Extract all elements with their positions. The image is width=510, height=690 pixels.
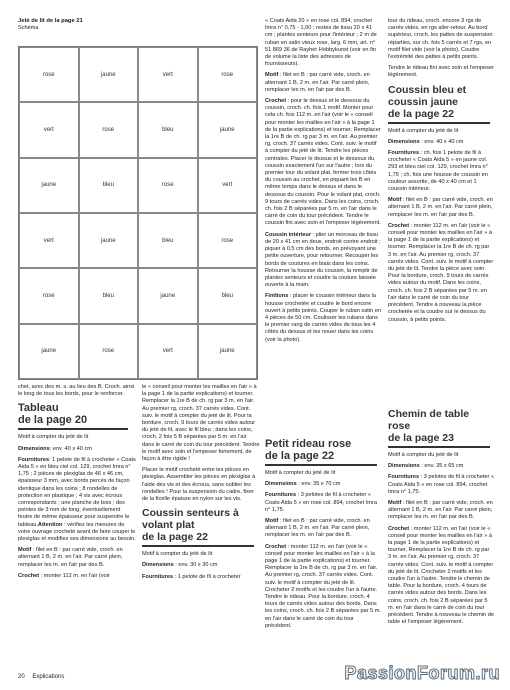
coussin-bleu-crochet [388, 223, 494, 324]
chemin-crochet-value: : monter 112 m. en l'air (voir le « conseil pour monter les mailles en l'air » à la page 1 de la partie explications) et tourner. Remplacer la 1re B de ch. rg par 3 m. en l'air. Au premier rg, croch. 37 carrés vides. Cont. suiv. le motif à compter du jeté de lit. Crocheter 2 motifs et les coudre l'un à l'autre. Tendre le chemin de table. Pour la bordure, croch. 4 tours de carrés vides autour des bords. Dans les coins, croch. ch. fois 2 B séparées par 5 m. en l'air dans le carré de coin du tour précédent. Tendre à nouveau le chemin de table et l'empeser légèrement. [388, 525, 494, 626]
coussin-bleu-crochet-value: : monter 112 m. en l'air (voir le « conseil pour monter les mailles en l'air » à la page 1 de la partie explications) et tourner. Remplacer la 1re B de ch. rg par 3 m. en l'air. Au premier rg, croch. 37 carrés vides. Cont. suiv. le motif à compter du jeté de lit. Tendre la pièce avec soin. Pour la bordure, croch. 9 tours de carrés vides autour du motif. Dans les coins, croch. ch. fois 2 B séparées par 5 m. en l'air dans le carré de coin du tour précédent. Tendre à nouveau la pièce crochetée et la coudre sur le dessus du coussin, à petits points. [388, 222, 494, 323]
tableau-rule [18, 428, 128, 430]
schema-cell: bleu [138, 102, 198, 157]
coussin-bleu-crochet-label: Crochet [388, 222, 410, 229]
schema-cell: bleu [198, 268, 258, 323]
senteurs-fournitures-continued: « Coats Aida 20 » en rose col. 894, crochet Imra n° 0,75 - 1,00 ; restes de tissu 20 x 41 cm ; plantes senteurs pour l'intérieur ; 2 m de ruban en satin vieux rose, larg. 6 mm, art. n° 51 869 36 de Rayher Hobbykunst (voir en fin de volume la liste des adresses de fournisseurs). [265, 18, 377, 68]
rideau-fournitures [265, 492, 381, 514]
schema-cell: rose [198, 213, 258, 268]
schema-cell: rose [79, 324, 139, 379]
rideau-dimensions-value: : env. 35 x 70 cm [296, 481, 341, 488]
chemin-motif: Motif à compter du jeté de lit [388, 452, 459, 458]
tableau-title-1: Tableau [18, 402, 59, 415]
schema-cell: bleu [79, 158, 139, 213]
schema-cell: vert [138, 324, 198, 379]
chemin-crochet [388, 526, 494, 627]
schema-cell: jaune [79, 213, 139, 268]
schema-cell: bleu [138, 213, 198, 268]
senteurs-title-1: Coussin senteurs à [142, 507, 239, 520]
rideau-continued-1: tour du rideau, croch. encore 3 rgs de carrés vides, en rgs aller-retour. Au bord supérieur, croch. les pattes de suspension réparties, sur ch. fois 5 carrés et 7 rgs, en motif filet vide (voir la photo). Coudre l'extrémité des pattes à petits points. [388, 18, 493, 61]
senteurs-fournitures-label: Fournitures [142, 573, 174, 580]
coussin-bleu-dimensions-label: Dimensions [388, 138, 420, 145]
tableau-crochet-value: : monter 112 m. en l'air (voir [39, 572, 110, 579]
chemin-title-2: de la page 23 [388, 432, 454, 444]
schema-cell: jaune [138, 268, 198, 323]
schema-cell: vert [19, 102, 79, 157]
coussin-bleu-fournitures-label: Fournitures [388, 150, 420, 157]
coussin-bleu-motif: Motif à compter du jeté de lit [388, 127, 459, 134]
middle-bottom-column [142, 384, 260, 581]
rideau-crochet-label: Crochet [265, 543, 287, 550]
left-intro: chet, avec des m. s. au lieu des B. Croch. ainsi le long de tous les bords, pour le renforcer. [18, 384, 135, 398]
senteurs-interieur-value: : plier un morceau de tissu de 20 x 41 cm en deux, endroit contre endroit ; piquer à 0,5 cm des bords, en prévoyant une petite ouverture, pour retourner. Recouper les bords de coutures en biais dans les coins. Retourner la housse du coussin, la remplir de plantes senteurs et coudre la couture laissée ouverte à la main. [265, 231, 381, 289]
coussin-bleu-title-3: de la page 22 [388, 107, 454, 120]
chemin-fournitures-label: Fournitures [388, 474, 420, 481]
rideau-motif: Motif à compter du jeté de lit [265, 470, 336, 476]
rideau-dimensions [265, 481, 381, 488]
coussin-bleu-motif2 [388, 197, 494, 219]
schema-cell: jaune [19, 324, 79, 379]
tableau-dimensions-label: Dimensions [18, 445, 50, 452]
schema-cell: jaune [198, 324, 258, 379]
schema-cell: jaune [198, 102, 258, 157]
chemin-crochet-label: Crochet [388, 525, 410, 532]
senteurs-crochet-label: Crochet [265, 98, 287, 105]
senteurs-finitions-value: : placer le coussin intérieur dans la housse crochetée et coudre le bord encore ouvert à petits points. Couper le ruban satin en 4 pièces de 50 cm. Coulisser les rubans dans le premier rang de carrés vides de tous les 4 côtés du dessus et les nouer dans les coins (voir la photo). [265, 293, 381, 343]
rideau-crochet [265, 544, 381, 630]
senteurs-interieur-label: Coussin intérieur [265, 231, 312, 238]
tableau-motif2-value: : filet en B : par carré vide, croch. en alternant 1 B, 2 m. en l'air. Par carré plein, remplacer les m. en l'air par des B. [18, 547, 123, 568]
rideau-rule [265, 464, 377, 466]
coussin-bleu-motif2-label: Motif [388, 197, 402, 204]
tableau-fournitures-label: Fournitures [18, 456, 50, 463]
chemin-motif2-label: Motif [388, 500, 402, 507]
schema-grid [18, 46, 258, 380]
schema-header [18, 18, 258, 32]
page-number: 20 [18, 674, 25, 680]
schema-cell: rose [19, 268, 79, 323]
senteurs-crochet-value: : pour le dessus et le dessous du coussin, croch. ch. fois 1 motif. Monter pour cela ch. fois 112 m. en l'air (voir le « conseil pour monter les mailles en l'air » à la page 1 de la partie explications) et tourner. Remplacer la 1re B de ch. rg par 3 m. en l'air. Au premier rg, croch. 37 carrés vides. Cont. suiv. le motif à compter du jeté de lit. Tendre les pièces centrales. Placer le dessus et le dessous du coussin exactement l'un sur l'autre ; lors du premier tour du volant plat, fermer trois côtés du coussin au crochet, en piquant les B en même temps dans le dessus et dans le dessous du coussin. Pour le volant plat, croch. 9 tours de carrés vides. Dans les coins, croch. ch. fois 2 B séparées par 5 m. en l'air dans le carré de coin du tour précédent. Tendre le coussin fini avec soin et l'empeser légèrement. [265, 98, 381, 227]
chemin-dimensions [388, 463, 494, 470]
coussin-bleu-rule [388, 122, 490, 124]
tableau-fournitures [18, 457, 136, 543]
tableau-continued-2: Placer le motif crocheté entre les pièces en plexiglas. Assembler les pièces en plexiglas à l'aide des vis et des écrous, sans oublier les rondelles ! Pour la suspension du cadre, fixer de la ficelle épaisse en nylon sur les vis. [142, 467, 256, 503]
coussin-bleu-dimensions [388, 139, 494, 146]
tableau-attention-label: Attention [37, 521, 63, 528]
tableau-title-2: de la page 20 [18, 414, 88, 427]
senteurs-dimensions [142, 562, 260, 569]
senteurs-title-2: volant plat [142, 519, 195, 532]
rideau-motif2 [265, 518, 381, 540]
tableau-crochet [18, 573, 136, 580]
rideau-continued-2: Tendre le rideau fini avec soin et l'empeser légèrement. [388, 65, 494, 79]
rideau-title-2: de la page 22 [265, 450, 335, 462]
tableau-attention-value: : vérifiez les mesures de votre ouvrage crocheté avant de faire couper le plexiglas et modifiez ses dimensions au besoin. [18, 521, 136, 543]
senteurs-motif-text [265, 72, 381, 94]
petit-rideau-column [265, 438, 381, 630]
rideau-dimensions-label: Dimensions [265, 481, 297, 488]
schema-cell: rose [198, 47, 258, 102]
chemin-title-1: Chemin de table rose [388, 408, 470, 432]
coussin-bleu-fournitures-value: : ch. fois 1 pelote de fil à crocheter « Coats Aida 5 » en jaune col. 293 et bleu ciel col. 129, crochet Imra n° 1,75 ; ch. fois une housse de coussin en couleur assortie, de 40 x 40 cm et 1 coussin intérieur. [388, 150, 488, 193]
schema-cell: vert [138, 47, 198, 102]
watermark-logo: PassionForum.ru [344, 663, 500, 683]
right-column [388, 18, 494, 324]
tableau-dimensions [18, 446, 136, 453]
tableau-motif: Motif à compter du jeté de lit [18, 434, 89, 441]
senteurs-fournitures [142, 574, 260, 581]
tableau-motif2-label: Motif [18, 547, 32, 554]
coussin-bleu-title-1: Coussin bleu et [388, 83, 467, 96]
chemin-fournitures-value: : 3 pelotes de fil à crocheter « Coats Aida 5 » en rose col. 894, crochet Imra n° 1,75. [388, 474, 495, 495]
schema-label: Schéma [18, 25, 39, 32]
page-footer [18, 674, 64, 680]
rideau-title-1: Petit rideau rose [265, 438, 352, 450]
schema-cell: jaune [79, 47, 139, 102]
left-column [18, 384, 136, 580]
chemin-dimensions-label: Dimensions [388, 463, 420, 470]
chemin-motif2-value: : filet en B : par carré vide, croch. en alternant 1 B, 2 m. en l'air. Par carré plein, remplacer les m. en l'air par des B. [388, 500, 493, 521]
schema-cell: rose [138, 158, 198, 213]
chemin-fournitures [388, 474, 494, 496]
senteurs-motif-value: : filet en B : par carré vide, croch. en alternant 1 B, 2 m. en l'air. Par carré plein, remplacer les m. en l'air par des B. [265, 72, 370, 93]
schema-cell: jaune [19, 158, 79, 213]
schema-cell: vert [19, 213, 79, 268]
senteurs-finitions [265, 293, 381, 343]
rideau-fournitures-value: : 3 pelotes de fil à crocheter « Coats Aida 5 » en rose col. 894, crochet Imra n° 1,75. [265, 492, 377, 513]
schema-cell: rose [19, 47, 79, 102]
senteurs-interieur [265, 232, 381, 290]
tableau-crochet-label: Crochet [18, 572, 40, 579]
tableau-dimensions-value: : env. 40 x 40 cm [49, 445, 92, 452]
schema-cell: rose [79, 102, 139, 157]
rideau-fournitures-label: Fournitures [265, 492, 297, 499]
tableau-motif2 [18, 547, 136, 569]
coussin-bleu-motif2-value: : filet en B : par carré vide, croch. en alternant 1 B, 2 m. en l'air. Par carré plein, remplacer les m. en l'air par des B. [388, 197, 493, 218]
senteurs-motif: Motif à compter du jeté de lit [142, 551, 213, 558]
rideau-motif2-value: : filet en B : par carré vide, croch. en alternant 1 B, 2 m. en l'air. Par carré plein, remplacer les m. en l'air par des B. [265, 518, 370, 539]
chemin-rule [388, 446, 490, 448]
senteurs-dimensions-label: Dimensions [142, 562, 174, 569]
senteurs-rule [142, 545, 254, 547]
senteurs-finitions-label: Finitions [265, 293, 289, 300]
tableau-fournitures-value: : 1 pelote de fil à crocheter « Coats Aida 5 » en bleu ciel col. 129, crochet Imra n° 1,75 ; 2 pièces de plexiglas de 46 x 46 cm, épaisseur 3 mm, avec bords percés de façon identique dans les coins ; 8 rondelles de protection en plastique ; 4 vis avec écrous correspondants ; une planche de bois ; des pointes de 3 mm de long, éventuellement feutre de même épaisseur pour suspendre le tableau. [18, 456, 136, 528]
rideau-crochet-value: : monter 112 m. en l'air (voir le « conseil pour monter les mailles en l'air » à la page 1 de la partie explications) et tourner. Remplacer la 1re B de ch. rg par 3 m. en l'air. Au premier rg, croch. 37 carrés vides. Cont. suiv. le motif à compter du jeté de lit. Crocheter 2 motifs et les coudre l'un à l'autre. Tendre le rideau. Pour la bordure, croch. 4 tours de carrés vides autour des bords. Dans les coins, croch. ch. fois 2 B séparées par 5 m. en l'air dans le carré de coin du tour précédent. [265, 543, 381, 629]
chemin-column [388, 408, 494, 626]
tableau-continued-1: le « conseil pour monter les mailles en l'air » à la page 1 de la partie explications) et tourner. Remplacer la 1re B de ch. rg par 3 m. en l'air. Au premier rg, croch. 37 carrés vides. Cont. suiv. le motif à compter du jeté de lit. Pour la bordure, croch. 9 tours de carrés vides autour du jeté de lit, avec le fil bleu ; dans les coins, croch. 2 fois 5 B séparées par 5 m. en l'air dans le carré de coin du tour précédent. Tendre le motif avec soin et l'empeser fortement, de façon à être rigide ! [142, 384, 260, 463]
middle-top-column [265, 18, 381, 344]
schema-cell: bleu [79, 268, 139, 323]
coussin-bleu-title-2: coussin jaune [388, 95, 459, 108]
coussin-bleu-fournitures [388, 150, 494, 193]
chemin-dimensions-value: : env. 35 x 65 cm [419, 463, 464, 470]
rideau-motif2-label: Motif [265, 518, 279, 525]
senteurs-title-3: de la page 22 [142, 531, 208, 544]
coussin-bleu-dimensions-value: : env. 40 x 40 cm [419, 138, 464, 145]
senteurs-crochet [265, 98, 381, 228]
footer-label: Explications [32, 674, 65, 680]
senteurs-fournitures-value: : 1 pelote de fil à crocheter [173, 573, 241, 580]
senteurs-motif-label: Motif [265, 72, 279, 79]
schema-cell: vert [198, 158, 258, 213]
schema-title: Jeté de lit de la page 21 [18, 18, 83, 24]
senteurs-dimensions-value: : env. 30 x 30 cm [173, 562, 218, 569]
chemin-motif2 [388, 500, 494, 522]
